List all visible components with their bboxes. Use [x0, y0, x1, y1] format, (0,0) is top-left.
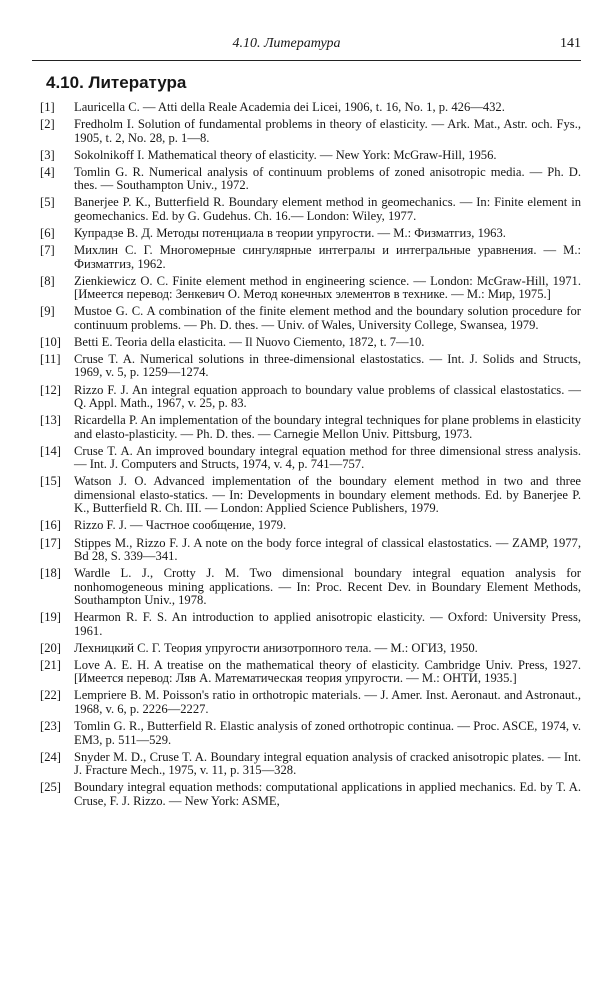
reference-item [32, 101, 581, 115]
reference-number: [3] [40, 147, 55, 162]
reference-number: [7] [40, 243, 55, 258]
reference-text: Лехницкий С. Г. Теория упругости анизотропного тела. — М.: ОГИЗ, 1950. [74, 640, 478, 655]
reference-text: Cruse T. A. Numerical solutions in three-dimensional elastostatics. — Int. J. Solids and Structs, 1969, v. 5, p. 1259—1274. [74, 351, 581, 380]
reference-text: Snyder M. D., Cruse T. A. Boundary integral equation analysis of cracked anisotropic plates. — Int. J. Fracture Mech., 1975, v. 11, p. 315—328. [74, 749, 581, 778]
reference-number: [6] [40, 225, 55, 240]
reference-number: [10] [40, 334, 61, 349]
reference-item [32, 275, 581, 302]
page-number: 141 [560, 36, 581, 51]
reference-number: [8] [40, 273, 55, 288]
reference-text: Stippes M., Rizzo F. J. A note on the body force integral of classical elastostatics. — ZAMP, 1977, Bd 28, S. 339—341. [74, 535, 581, 563]
reference-number: [2] [40, 117, 55, 132]
reference-text: Rizzo F. J. An integral equation approach to boundary value problems of classical elastostatics. — Q. Appl. Math., 1967, v. 25, p. 83. [74, 382, 581, 411]
reference-item [32, 720, 581, 747]
reference-number: [19] [40, 610, 61, 625]
running-header [32, 32, 581, 61]
reference-text: Wardle L. J., Crotty J. M. Two dimensional boundary integral equation analysis for nonhomogeneous mining applications. — In: Proc. Recent Dev. in Boundary Element Methods, Southampton Univ., 1978. [74, 566, 581, 608]
reference-number: [5] [40, 195, 55, 210]
reference-text: Rizzo F. J. — Частное сообщение, 1979. [74, 518, 287, 533]
reference-number: [11] [40, 351, 61, 366]
reference-item [32, 166, 581, 193]
reference-text: Ricardella P. An implementation of the boundary integral techniques for plane problems in elasticity and elasto-plasticity. — Ph. D. thes. — Carnegie Mellon Univ. Pittsburg, 1973. [74, 413, 581, 441]
reference-number: [24] [40, 749, 61, 764]
reference-item [32, 414, 581, 441]
reference-item [32, 475, 581, 516]
reference-text: Lauricella C. — Atti della Reale Academia dei Licei, 1906, t. 16, No. 1, p. 426—432. [74, 100, 505, 114]
book-page [0, 32, 609, 982]
reference-text: Михлин С. Г. Многомерные сингулярные интегралы и интегральные уравнения. — М.: Физматгиз, 1962. [74, 243, 581, 271]
reference-item [32, 445, 581, 472]
reference-number: [13] [40, 413, 61, 428]
reference-item [32, 537, 581, 564]
reference-text: Love A. E. H. A treatise on the mathematical theory of elasticity. Cambridge Univ. Press, 1927. [Имеется перевод: Ляв А. Математическая теория упругости. — М.: ОНТИ, 1935.] [74, 657, 581, 686]
reference-number: [1] [40, 100, 55, 114]
reference-number: [25] [40, 780, 61, 795]
reference-item [32, 305, 581, 332]
reference-item [32, 149, 581, 163]
reference-text: Watson J. O. Advanced implementation of the boundary element method in two and three dimensional elasto-statics. — In: Developments in boundary element methods. Ed. by Banerjee P. K., Butterfield R. Ch. III. — London: Applied Science Publishers, 1979. [74, 474, 581, 516]
reference-item [32, 642, 581, 656]
reference-text: Banerjee P. K., Butterfield R. Boundary element method in geomechanics. — In: Finite element in geomechanics. Ed. by G. Gudehus. Ch. 16.— London: Wiley, 1977. [74, 195, 581, 223]
reference-text: Hearmon R. F. S. An introduction to applied anisotropic elasticity. — Oxford: University Press, 1961. [74, 610, 581, 638]
reference-text: Mustoe G. C. A combination of the finite element method and the boundary solution procedure for continuum problems. — Ph. D. thes. — Univ. of Wales, University College, Swansea, 1979. [74, 304, 581, 332]
reference-text: Betti E. Teoria della elasticita. — Il Nuovo Ciemento, 1872, t. 7—10. [74, 334, 425, 349]
reference-number: [16] [40, 518, 61, 533]
reference-number: [21] [40, 657, 61, 672]
reference-number: [18] [40, 566, 61, 581]
reference-number: [17] [40, 535, 61, 550]
reference-list [32, 101, 581, 808]
reference-item [32, 336, 581, 350]
reference-text: Купрадзе В. Д. Методы потенциала в теории упругости. — М.: Физматгиз, 1963. [74, 225, 506, 240]
reference-number: [4] [40, 164, 55, 179]
reference-item [32, 118, 581, 145]
section-heading: 4.10. Литература [46, 73, 187, 92]
reference-item [32, 781, 581, 808]
reference-number: [14] [40, 443, 61, 458]
reference-number: [9] [40, 304, 55, 319]
reference-text: Cruse T. A. An improved boundary integral equation method for three dimensional stress analysis. — Int. J. Computers and Structs, 1974, v. 4, p. 741—757. [74, 443, 581, 472]
reference-item [32, 611, 581, 638]
reference-item [32, 519, 581, 533]
reference-item [32, 227, 581, 241]
reference-item [32, 751, 581, 778]
reference-number: [12] [40, 382, 61, 397]
reference-text: Tomlin G. R., Butterfield R. Elastic analysis of zoned orthotropic continua. — Proc. ASCE, 1974, v. EM3, p. 511—529. [74, 719, 581, 747]
reference-number: [20] [40, 640, 61, 655]
running-title: 4.10. Литература [232, 36, 341, 51]
reference-item [32, 689, 581, 716]
reference-item [32, 196, 581, 223]
reference-text: Sokolnikoff I. Mathematical theory of elasticity. — New York: McGraw-Hill, 1956. [74, 147, 497, 162]
reference-item [32, 384, 581, 411]
reference-item [32, 353, 581, 380]
reference-text: Boundary integral equation methods: computational applications in applied mechanics. Ed. by T. A. Cruse, F. J. Rizzo. — New York: ASME, [74, 780, 581, 808]
reference-number: [15] [40, 474, 61, 489]
reference-number: [23] [40, 719, 61, 734]
reference-text: Fredholm I. Solution of fundamental problems in theory of elasticity. — Ark. Mat., Astr. och. Fys., 1905, t. 2, No. 28, p. 1—8. [74, 117, 581, 145]
reference-text: Tomlin G. R. Numerical analysis of continuum problems of zoned anisotropic media. — Ph. D. thes. — Southampton Univ., 1972. [74, 164, 581, 193]
reference-item [32, 659, 581, 686]
reference-text: Lempriere B. M. Poisson's ratio in orthotropic materials. — J. Amer. Inst. Aeronaut. and Astronaut., 1968, v. 6, p. 2226—2227. [74, 688, 581, 716]
reference-number: [22] [40, 688, 61, 703]
reference-item [32, 567, 581, 608]
reference-text: Zienkiewicz O. C. Finite element method in engineering science. — London: McGraw-Hill, 1971. [Имеется перевод: Зенкевич О. Метод конечных элементов в технике. — М.: Мир, 1975.] [74, 273, 581, 302]
reference-item [32, 244, 581, 271]
